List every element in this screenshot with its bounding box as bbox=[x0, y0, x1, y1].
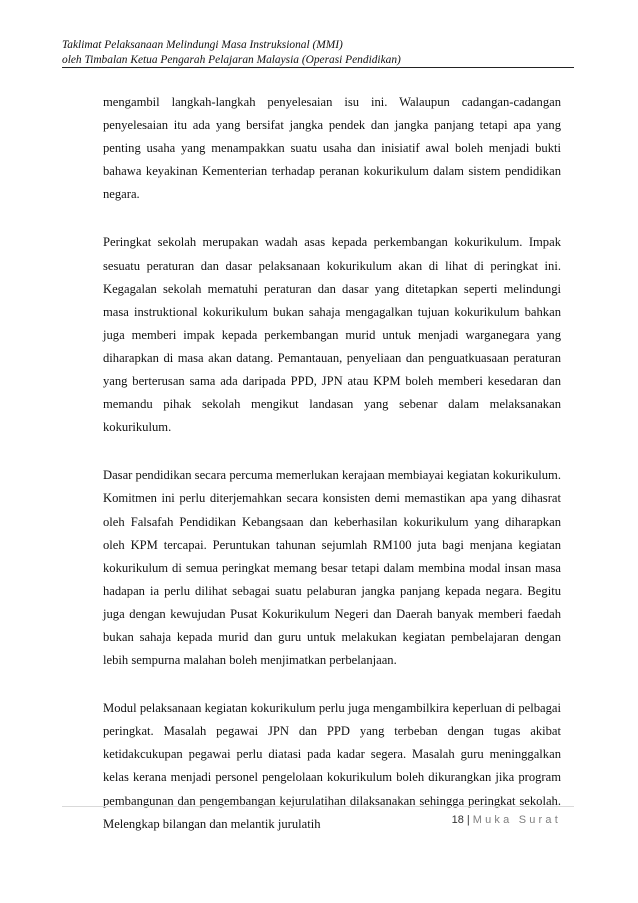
document-body bbox=[103, 91, 561, 861]
page-header bbox=[62, 38, 576, 67]
header-divider bbox=[62, 67, 574, 68]
footer-label: Muka Surat bbox=[472, 814, 561, 826]
paragraph: Modul pelaksanaan kegiatan kokurikulum perlu juga mengambilkira keperluan di pelbagai peringkat. Masalah pegawai JPN dan PPD yang terbeban dengan tugas akibat ketidakcukupan pegawai perlu diatasi pada kadar segera. Masalah guru meninggalkan kelas kerana menjadi personel pengelolaan kokurikulum boleh dikurangkan jika program pembangunan dan pengembangan kejurulatihan dilaksanakan sehingga peringkat sekolah. Melengkap bilangan dan melantik jurulatih bbox=[103, 701, 561, 831]
footer-divider bbox=[62, 806, 574, 807]
footer-separator: | bbox=[466, 814, 470, 826]
paragraph: Peringkat sekolah merupakan wadah asas kepada perkembangan kokurikulum. Impak sesuatu peraturan dan dasar pelaksanaan kokurikulum akan di lihat di peringkat ini. Kegagalan sekolah mematuhi peraturan dan dasar yang ditetapkan seperti melindungi masa instruktional kokurikulum bukan sahaja mengagalkan tujuan kokurikulum bahkan juga memberi impak kepada perkembangan murid untuk menjadi warganegara yang diharapkan di masa akan datang. Pemantauan, penyeliaan dan penguatkuasaan peraturan yang berterusan sama ada daripada PPD, JPN atau KPM boleh memberi kesedaran dan memandu pihak sekolah mengikut landasan yang sebenar dalam melaksanakan kokurikulum. bbox=[103, 235, 561, 435]
header-subtitle: oleh Timbalan Ketua Pengarah Pelajaran Malaysia (Operasi Pendidikan) bbox=[62, 53, 401, 66]
page-number: 18 bbox=[451, 814, 464, 826]
paragraph: Dasar pendidikan secara percuma memerlukan kerajaan membiayai kegiatan kokurikulum. Komitmen ini perlu diterjemahkan secara konsisten demi memastikan apa yang dihasrat oleh Falsafah Pendidikan Kebangsaan dan keberhasilan kokurikulum yang diharapkan oleh KPM tercapai. Peruntukan tahunan sejumlah RM100 juta bagi menjana kegiatan kokurikulum di semua peringkat memang besar tetapi dalam membina modal insan masa hadapan ia perlu dilihat sebagai suatu pelaburan jangka panjang kepada negara. Begitu juga dengan kewujudan Pusat Kokurikulum Negeri dan Daerah banyak memberi faedah bukan sahaja kepada murid dan guru untuk melakukan kegiatan pembelajaran dengan lebih sempurna malahan boleh menjimatkan perbelanjaan. bbox=[103, 468, 561, 668]
page-footer bbox=[452, 814, 561, 826]
paragraph: mengambil langkah-langkah penyelesaian isu ini. Walaupun cadangan-cadangan penyelesaian itu ada yang bersifat jangka pendek dan jangka panjang tetapi apa yang penting usaha yang menampakkan suatu usaha dan inisiatif awal boleh menjadi bukti bahawa keyakinan Kementerian terhadap peranan kokurikulum dalam sistem pendidikan negara. bbox=[103, 95, 561, 202]
header-title: Taklimat Pelaksanaan Melindungi Masa Instruksional (MMI) bbox=[62, 39, 343, 51]
